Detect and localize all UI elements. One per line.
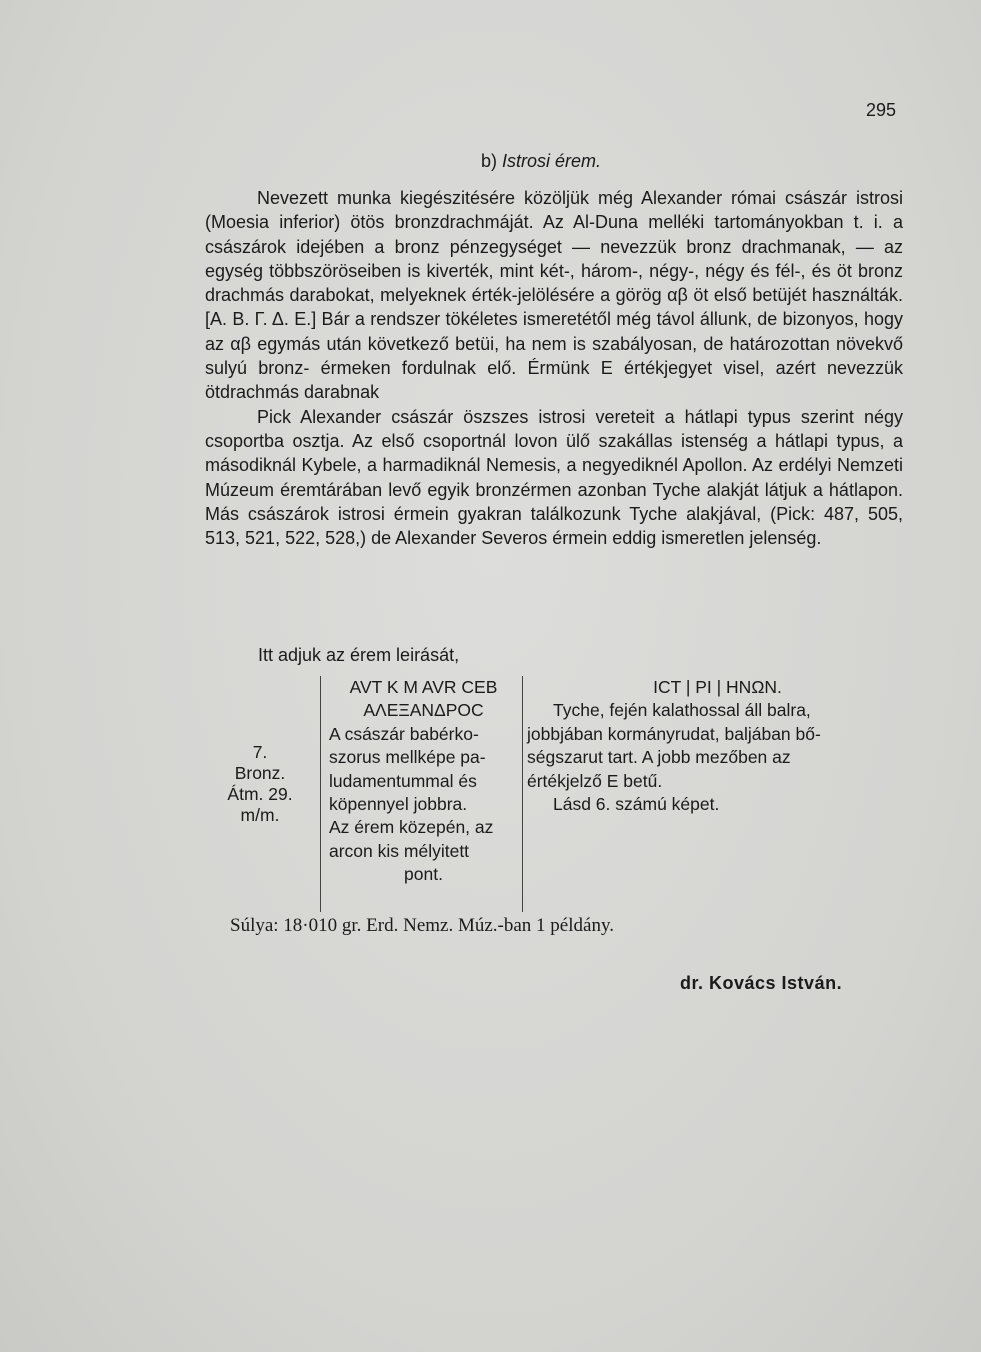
obverse-desc-line: ludamentummal és <box>329 770 477 791</box>
coin-description-table <box>210 676 908 912</box>
reverse-reference: Lásd 6. számú képet. <box>553 794 720 815</box>
coin-unit: m/m. <box>240 805 280 825</box>
obverse-desc-line: szorus mellképe pa- <box>329 747 486 768</box>
reverse-desc-line: Tyche, fején kalathossal áll balra, <box>553 700 811 721</box>
paragraph-1: Nevezett munka kiegészitésére közöljük még Alexander római császár istrosi (Moesia inferior) ötös bronzdrachmáját. Az Al-Duna melléki tartományokban t. i. a császárok idejében a bronz pénzegységet — nevezzük bronz drachmanak, — az egység többszöröseiben is kiverték, mint két-, három-, négy-, négy és fél-, és öt bronz drachmás darabokat, melyeknek érték-jelölésére a görög αβ öt első betüjét használták. [A. B. Γ. Δ. E.] Bár a rendszer tökéletes ismeretétől még távol állunk, de bizonyos, hogy az αβ egymás után következő betüi, ha nem is szabályosan, de határozottan növekvő sulyú bronz- érmeken fordulnak elő. Érmünk E értékjegyet visel, azért nevezzük ötdrachmás darabnak <box>205 188 903 403</box>
reverse-desc-line: ségszarut tart. A jobb mezőben az <box>527 747 791 768</box>
obverse-desc-line: A császár babérko- <box>329 723 479 744</box>
obverse-desc-line: pont. <box>404 864 443 885</box>
page-number: 295 <box>866 100 897 120</box>
obverse-column <box>320 676 523 912</box>
coin-material: Bronz. <box>234 763 286 783</box>
obverse-desc-line: Az érem közepén, az <box>329 817 494 838</box>
reverse-desc-line: jobbjában kormányrudat, baljában bő- <box>527 723 821 744</box>
description-intro: Itt adjuk az érem leirását, <box>258 645 460 665</box>
obverse-legend-line: AVT K M AVR CEB <box>349 677 498 697</box>
obverse-desc-line: arcon kis mélyitett <box>329 840 470 861</box>
coin-diameter: Átm. 29. <box>227 784 293 804</box>
weight-line: Súlya: 18·010 gr. Erd. Nemz. Múz.-ban 1 példány. <box>230 915 614 936</box>
reverse-column <box>527 676 908 816</box>
author-signature: dr. Kovács István. <box>680 973 843 993</box>
reverse-legend: ICT | PI | HNΩN. <box>653 677 782 697</box>
obverse-desc-line: köpennyel jobbra. <box>329 794 468 815</box>
coin-meta-column <box>210 742 310 826</box>
article-body <box>205 186 903 550</box>
coin-number: 7. <box>252 742 268 762</box>
section-label: b) <box>481 151 498 171</box>
section-heading <box>481 151 601 172</box>
section-title: Istrosi érem. <box>502 151 602 171</box>
paragraph-2: Pick Alexander császár öszszes istrosi vereteit a hátlapi typus szerint négy csoportba osztja. Az első csoportnál lovon ülő szakállas istenség a hátlapi typus, a másodiknál Kybele, a harmadiknál Nemesis, a negyediknél Apollon. Az erdélyi Nemzeti Múzeum éremtárában levő egyik bronzérmen azonban Tyche alakját látjuk a hátlapon. Más császárok istrosi érmein gyakran találkozunk Tyche alakjával, (Pick: 487, 505, 513, 521, 522, 528,) de Alexander Severos érmein eddig ismeretlen jelenség. <box>205 406 903 549</box>
obverse-legend-line: ΑΛΕΞΑΝΔΡΟC <box>363 700 484 721</box>
reverse-desc-line: értékjelző E betű. <box>527 770 663 791</box>
